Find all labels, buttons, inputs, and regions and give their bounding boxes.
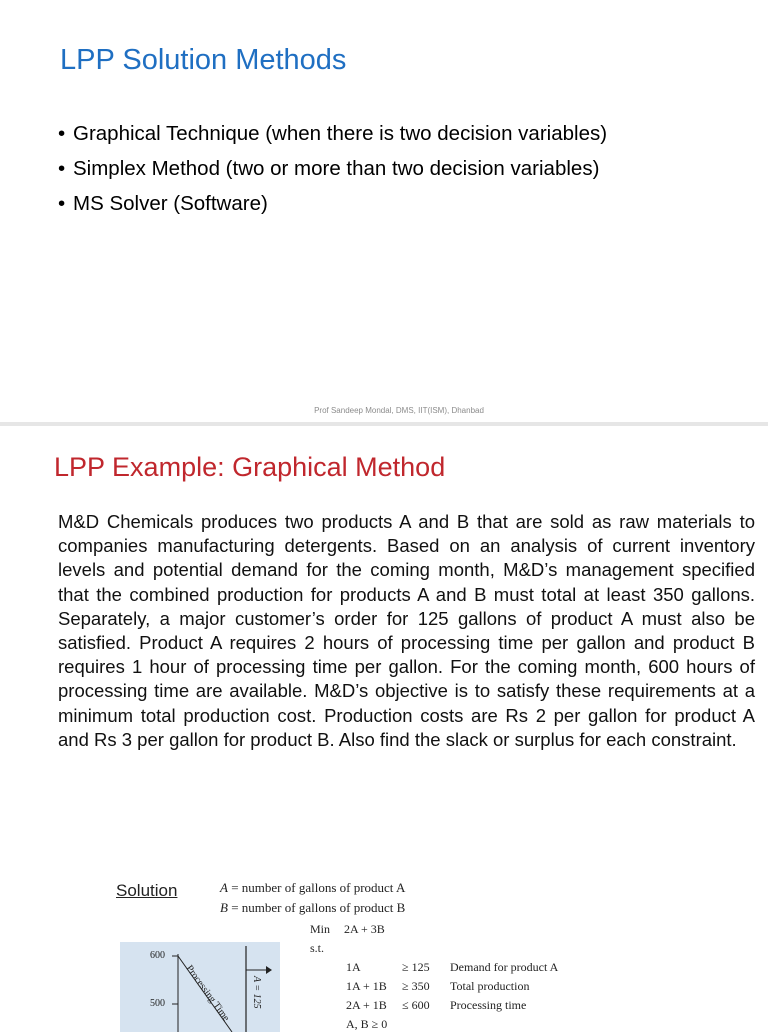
objective-label: Min (310, 922, 331, 936)
list-item: • MS Solver (Software) (58, 192, 268, 215)
list-item-text: Graphical Technique (when there is two decision variables) (73, 122, 608, 145)
slide-title: LPP Solution Methods (60, 44, 347, 76)
y-tick-label: 500 (150, 998, 165, 1009)
list-item: • Graphical Technique (when there is two decision variables) (58, 122, 608, 145)
constraint-lhs: 2A + 1B (346, 998, 387, 1012)
list-item: • Simplex Method (two or more than two decision variables) (58, 157, 600, 180)
slide-footer: Prof Sandeep Mondal, DMS, IIT(ISM), Dhanbad (314, 406, 484, 415)
problem-statement: M&D Chemicals produces two products A and B that are sold as raw materials to companies manufacturing detergents. Based on an analysis of current inventory levels and potential demand for the coming month, M&D’s management specified that the combined production for products A and B must total at least 350 gallons. Separately, a major customer’s order for 125 gallons of product A must also be satisfied. Product A requires 2 hours of processing time per gallon and product B requires 1 hour of processing time per gallon. For the coming month, 600 hours of processing time are available. M&D’s objective is to satisfy these requirements at a minimum total production cost. Production costs are Rs 2 per gallon for product A and Rs 3 per gallon for product B. Also find the slack or surplus for each constraint. (58, 511, 755, 750)
constraint-desc: Total production (450, 979, 530, 993)
constraint-rel: ≥ 125 (402, 960, 430, 974)
definition-row (220, 898, 405, 918)
processing-time-label: Processing Time (183, 963, 232, 1024)
graph-canvas (120, 942, 280, 1032)
demand-a-label: A = 125 (251, 976, 262, 1009)
variable-name: B (220, 900, 228, 915)
constraint-lhs: 1A + 1B (346, 979, 387, 993)
objective-expr: 2A + 3B (344, 922, 385, 936)
constraint-rel: ≥ 350 (402, 979, 430, 993)
constraint-rel: ≤ 600 (402, 998, 430, 1012)
arrow-head-icon (266, 966, 272, 974)
variable-desc: = number of gallons of product B (231, 900, 406, 915)
variable-definitions (220, 878, 405, 918)
variable-desc: = number of gallons of product A (231, 880, 406, 895)
variable-name: A (220, 880, 228, 895)
constraint-lhs: 1A (346, 960, 361, 974)
definition-row (220, 878, 405, 898)
constraint-desc: Processing time (450, 998, 527, 1012)
slide-graphical-example (0, 426, 768, 1031)
slide-title: LPP Example: Graphical Method (54, 452, 446, 482)
constraint-lhs: A, B ≥ 0 (346, 1017, 388, 1031)
slide-solution-methods (0, 0, 768, 422)
y-tick-label: 600 (150, 950, 165, 961)
solution-heading: Solution (116, 881, 178, 900)
list-item-text: MS Solver (Software) (73, 192, 268, 215)
methods-list (58, 116, 607, 221)
subject-to: s.t. (310, 941, 325, 955)
constraint-desc: Demand for product A (450, 960, 559, 974)
feasible-region-graph (120, 942, 280, 1032)
list-item-text: Simplex Method (two or more than two decision variables) (73, 157, 600, 180)
